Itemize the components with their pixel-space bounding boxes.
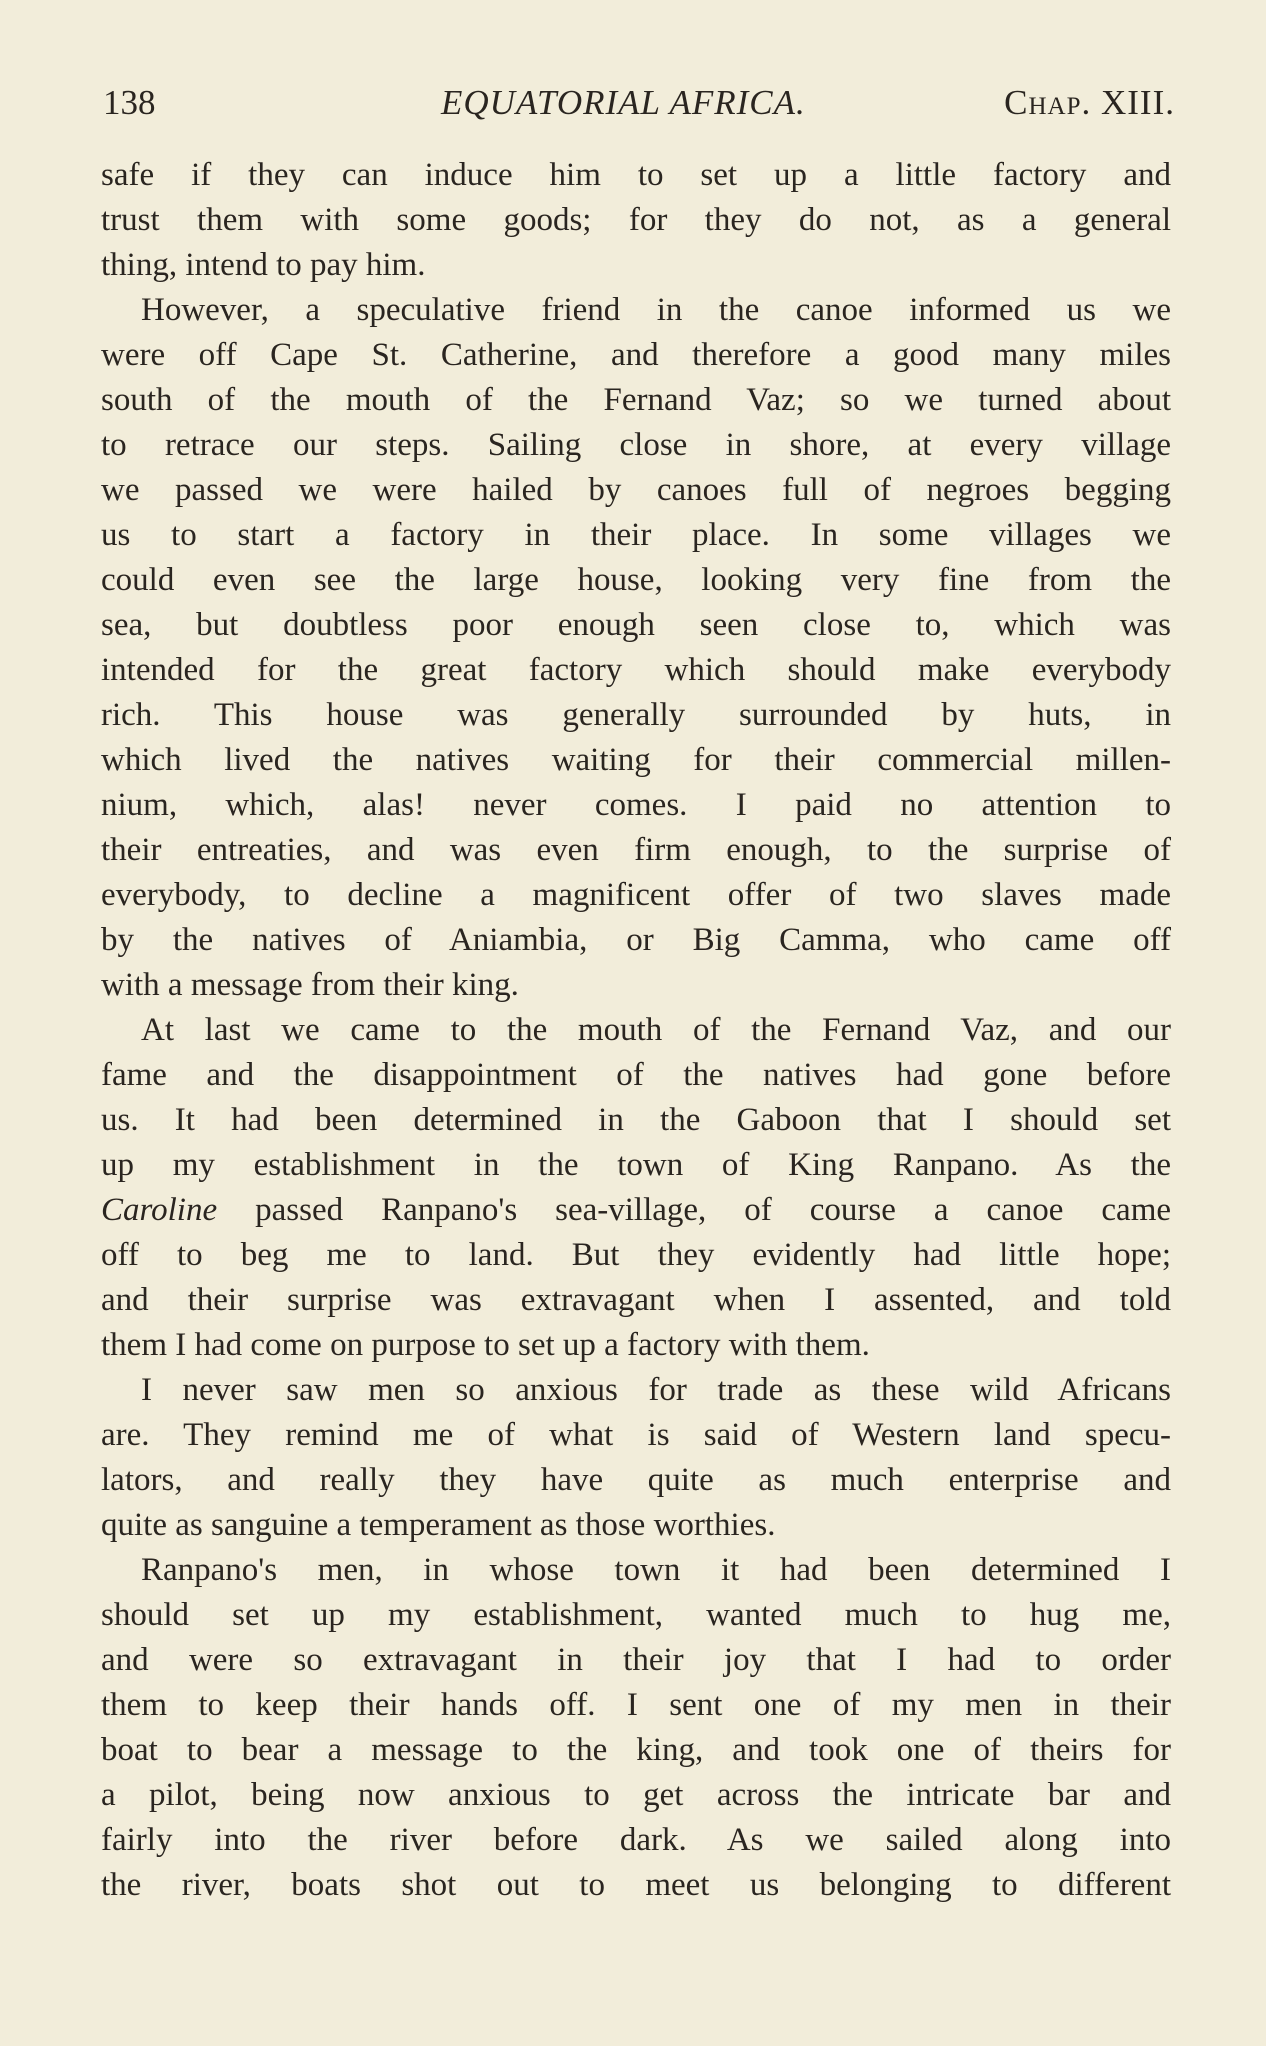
book-title: EQUATORIAL AFRICA. (441, 83, 806, 122)
text-line: rich. This house was generally surrounded by huts, in (101, 697, 1171, 733)
paragraph-start-line: However, a speculative friend in the canoe informed us we (141, 292, 1171, 328)
text-line: which lived the natives waiting for their commercial millen- (101, 742, 1171, 778)
text-line: sea, but doubtless poor enough seen close to, which was (101, 607, 1171, 643)
text-line: lators, and really they have quite as much enterprise and (101, 1462, 1171, 1498)
text-line: with a message from their king. (101, 967, 519, 1003)
body-text (101, 153, 1171, 1908)
text-line: up my establishment in the town of King Ranpano. As the (101, 1147, 1171, 1183)
text-line: and their surprise was extravagant when I assented, and told (101, 1282, 1171, 1318)
text-line: off to beg me to land. But they evidently had little hope; (101, 1237, 1171, 1273)
text-line: fame and the disappointment of the natives had gone before (101, 1057, 1171, 1093)
text-line: nium, which, alas! never comes. I paid no attention to (101, 787, 1171, 823)
text-line: thing, intend to pay him. (101, 247, 426, 283)
text-line: fairly into the river before dark. As we sailed along into (101, 1822, 1171, 1858)
text-line: us to start a factory in their place. In some villages we (101, 517, 1171, 553)
text-line: were off Cape St. Catherine, and therefore a good many miles (101, 337, 1171, 373)
page-number: 138 (103, 83, 156, 122)
text-line: them I had come on purpose to set up a factory with them. (101, 1327, 870, 1363)
text-line: and were so extravagant in their joy that I had to order (101, 1642, 1171, 1678)
text-line: are. They remind me of what is said of Western land specu- (101, 1417, 1171, 1453)
text-line: to retrace our steps. Sailing close in shore, at every village (101, 427, 1171, 463)
running-head (103, 78, 1175, 128)
paragraph-start-line: At last we came to the mouth of the Fernand Vaz, and our (141, 1012, 1171, 1048)
text-line: them to keep their hands off. I sent one of my men in their (101, 1687, 1171, 1723)
ship-name-italic: Caroline (101, 1192, 218, 1228)
text-line: everybody, to decline a magnificent offer of two slaves made (101, 877, 1171, 913)
text-line: us. It had been determined in the Gaboon that I should set (101, 1102, 1171, 1138)
text-line: a pilot, being now anxious to get across the intricate bar and (101, 1777, 1171, 1813)
text-line: we passed we were hailed by canoes full of negroes begging (101, 472, 1171, 508)
text-line: could even see the large house, looking very fine from the (101, 562, 1171, 598)
paragraph-start-line: I never saw men so anxious for trade as these wild Africans (141, 1372, 1171, 1408)
text-line: the river, boats shot out to meet us belonging to different (101, 1867, 1171, 1903)
text-line: south of the mouth of the Fernand Vaz; so we turned about (101, 382, 1171, 418)
text-line-remainder: passed Ranpano's sea-village, of course a canoe came (255, 1192, 1172, 1228)
text-line: intended for the great factory which should make everybody (101, 652, 1171, 688)
text-line: should set up my establishment, wanted much to hug me, (101, 1597, 1171, 1633)
text-line: boat to bear a message to the king, and took one of theirs for (101, 1732, 1171, 1768)
text-line: quite as sanguine a temperament as those worthies. (101, 1507, 776, 1543)
text-line: safe if they can induce him to set up a little factory and (101, 157, 1171, 193)
text-line: by the natives of Aniambia, or Big Camma, who came off (101, 922, 1171, 958)
text-line: their entreaties, and was even firm enough, to the surprise of (101, 832, 1171, 868)
text-line: trust them with some goods; for they do not, as a general (101, 202, 1171, 238)
chapter-label: Chap. XIII. (1004, 83, 1175, 122)
paragraph-start-line: Ranpano's men, in whose town it had been determined I (141, 1552, 1171, 1588)
text-line-with-italic (101, 1188, 1171, 1233)
